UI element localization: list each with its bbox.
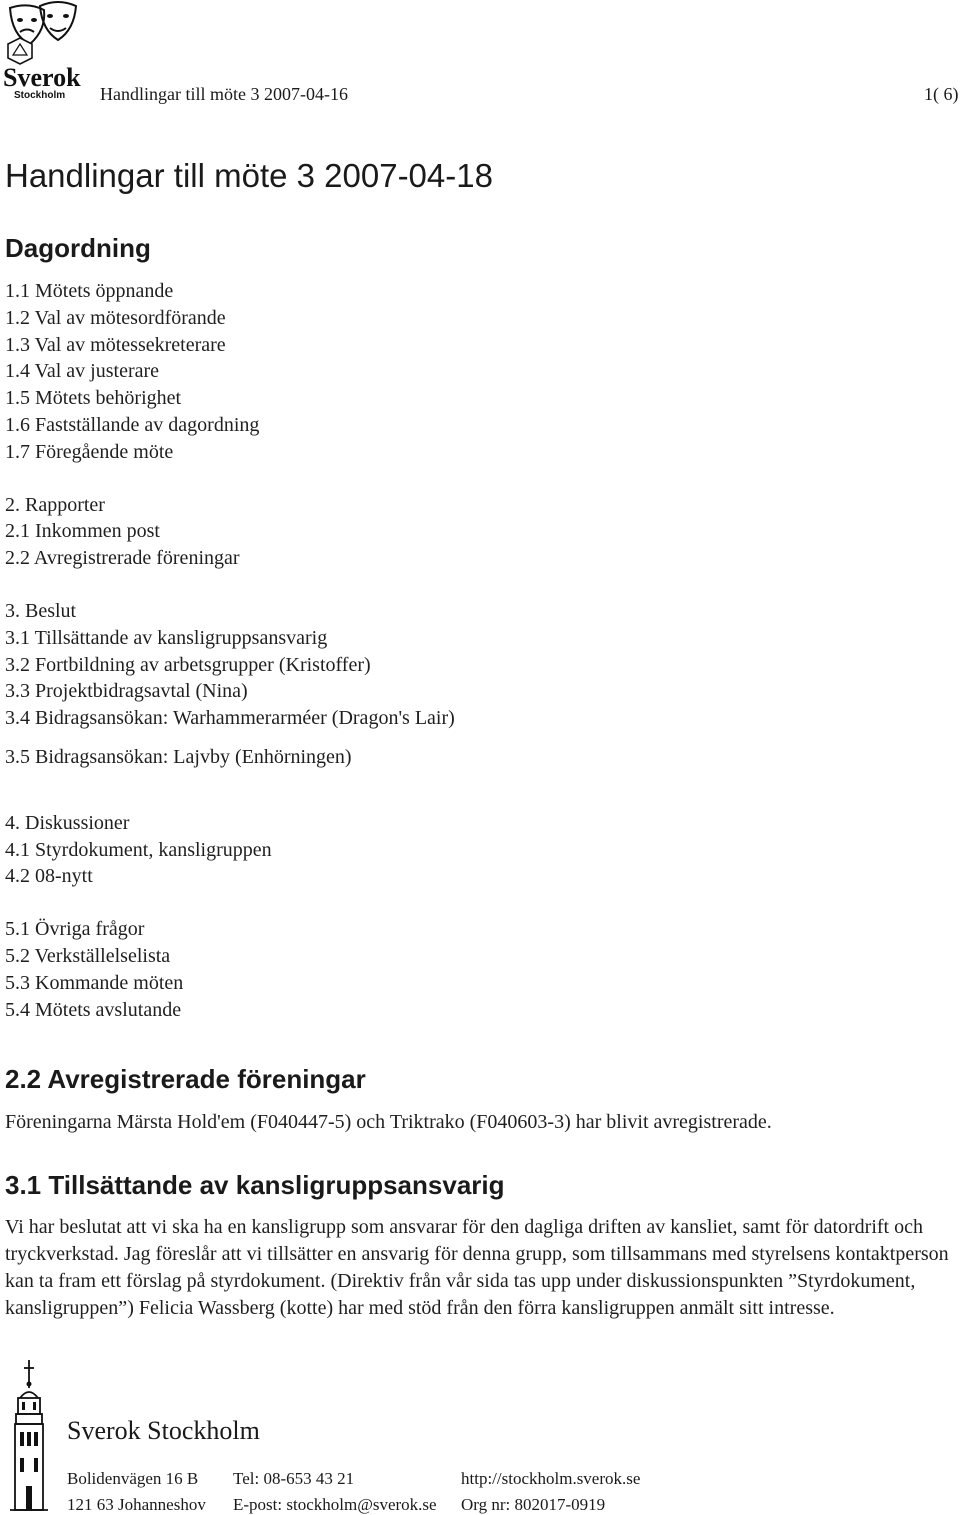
agenda-item: 4.2 08-nytt <box>5 865 93 888</box>
section-heading-2-2: 2.2 Avregistrerade föreningar <box>5 1064 366 1094</box>
agenda-item: 4. Diskussioner <box>5 811 130 834</box>
agenda-item: 1.5 Mötets behörighet <box>5 387 182 410</box>
agenda-group-5 <box>5 916 455 1023</box>
agenda-list <box>5 278 455 1023</box>
agenda-group-4 <box>5 810 455 890</box>
footer-org-number: Org nr: 802017-0919 <box>461 1495 606 1514</box>
agenda-item: 3.4 Bidragsansökan: Warhammerarméer (Dragon's Lair) <box>5 707 455 730</box>
agenda-group-3b <box>5 744 455 771</box>
agenda-item: 1.1 Mötets öppnande <box>5 280 174 302</box>
agenda-item: 5.1 Övriga frågor <box>5 918 145 941</box>
agenda-item: 5.4 Mötets avslutande <box>5 998 182 1021</box>
document-title: Handlingar till möte 3 2007-04-18 <box>5 157 493 194</box>
agenda-item: 4.1 Styrdokument, kansligruppen <box>5 838 272 861</box>
agenda-item: 1.2 Val av mötesordförande <box>5 306 226 329</box>
footer-phone: Tel: 08-653 43 21 <box>233 1469 355 1488</box>
agenda-heading: Dagordning <box>5 233 151 263</box>
footer-address-line2: 121 63 Johanneshov <box>67 1495 206 1514</box>
agenda-item: 2. Rapporter <box>5 493 105 516</box>
agenda-group-1 <box>5 278 455 466</box>
header-title: Handlingar till möte 3 2007-04-16 <box>100 84 348 104</box>
svg-text:Stockholm: Stockholm <box>14 90 66 100</box>
agenda-item: 2.1 Inkommen post <box>5 520 160 543</box>
footer-email: E-post: stockholm@sverok.se <box>233 1495 437 1514</box>
page-number: 1( 6) <box>924 84 959 104</box>
footer-address-line1: Bolidenvägen 16 B <box>67 1469 199 1488</box>
agenda-item: 1.3 Val av mötessekreterare <box>5 333 226 356</box>
agenda-group-2 <box>5 492 455 572</box>
agenda-item: 1.7 Föregående möte <box>5 440 174 463</box>
agenda-item: 1.6 Fastställande av dagordning <box>5 413 260 436</box>
section-body-2-2: Föreningarna Märsta Hold'em (F040447-5) och Triktrako (F040603-3) har blivit avregistrerade. <box>5 1111 772 1133</box>
agenda-item: 3.3 Projektbidragsavtal (Nina) <box>5 680 248 703</box>
agenda-item: 3.2 Fortbildning av arbetsgrupper (Kristoffer) <box>5 653 371 676</box>
footer-org-name: Sverok Stockholm <box>67 1416 260 1445</box>
agenda-item: 3.5 Bidragsansökan: Lajvby (Enhörningen) <box>5 745 352 768</box>
agenda-item: 2.2 Avregistrerade föreningar <box>5 547 240 570</box>
agenda-group-3 <box>5 598 455 732</box>
section-heading-3-1: 3.1 Tillsättande av kansligruppsansvarig <box>5 1170 505 1200</box>
agenda-item: 5.3 Kommande möten <box>5 971 184 994</box>
sverok-logo <box>0 0 92 100</box>
stockholm-city-hall-tower-icon <box>6 1358 52 1513</box>
agenda-item: 3.1 Tillsättande av kansligruppsansvarig <box>5 626 328 649</box>
agenda-item: 3. Beslut <box>5 599 77 622</box>
footer-website[interactable]: http://stockholm.sverok.se <box>461 1469 641 1488</box>
section-body-3-1: Vi har beslutat att vi ska ha en kansligrupp som ansvarar för den dagliga driften av kansliet, samt för datordrift och tryckverkstad. Jag föreslår att vi tillsätter en ansvarig för denna grupp, som tillsammans med styrelsens kontaktperson kan ta fram ett förslag på styrdokument. (Direktiv från vår sida tas upp under diskussionspunkten ”Styrdokument, kansligruppen”) Felicia Wassberg (kotte) har med stöd från den förra kansligruppen anmält sitt intresse. <box>5 1216 949 1319</box>
agenda-item: 5.2 Verkställelselista <box>5 944 171 967</box>
agenda-item: 1.4 Val av justerare <box>5 360 160 383</box>
svg-text:Sverok: Sverok <box>3 63 81 92</box>
